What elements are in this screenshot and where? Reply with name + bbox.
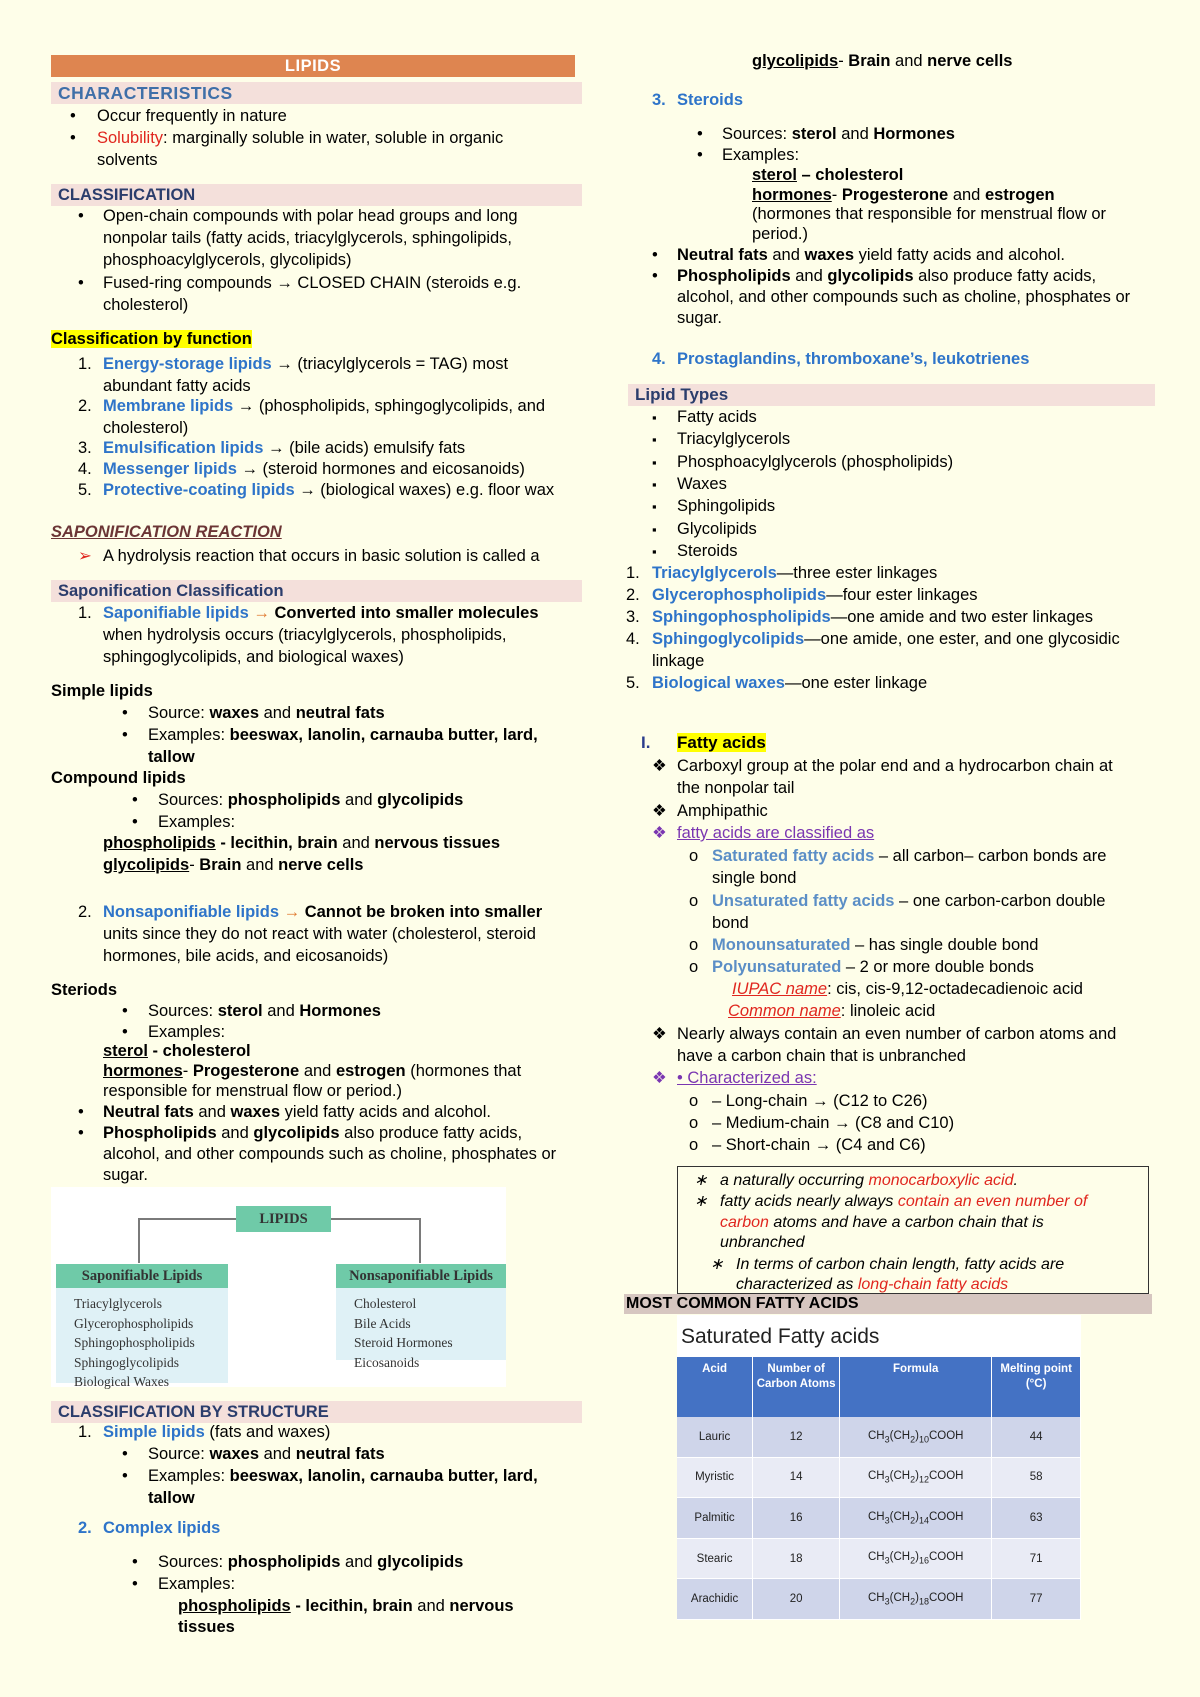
circle-bullet: o [689,847,699,865]
fatty-acids-desc: Nearly always contain an even number of carbon atoms and [677,1025,1117,1043]
list-number: 1. [78,1423,92,1441]
lipid-type-item: Phosphoacylglycerols (phospholipids) [677,452,954,471]
compound-lipids-heading: Compound lipids [51,769,186,787]
table [677,1357,1081,1620]
linkage-item: Sphingoglycolipids—one amide, one ester, and one glycosidic [652,630,1120,648]
fatty-acids-heading: Fatty acids [677,733,766,752]
saponification-item: A hydrolysis reaction that occurs in basic solution is called a [103,547,540,565]
diagram-item: Cholesterol [354,1296,417,1311]
table-header: Number of Carbon Atoms [753,1357,840,1417]
formula-cell: $CH_3(CH_2)_{12}COOH$ [840,1457,992,1498]
diagram-item: Sphingoglycolipids [74,1354,180,1370]
classification-item-cont: phosphoacylglycerols, glycolipids) [103,251,352,269]
classification-item-cont: nonpolar tails (fatty acids, triacylglycerols, sphingolipids, [103,229,513,247]
unsaturated-item: Unsaturated fatty acids – one carbon-carbon double [712,892,1106,910]
square-bullet: ▪ [652,432,657,448]
circle-bullet: o [689,892,699,910]
list-number: 2. [78,903,92,921]
melting-point-cell: 58 [992,1457,1081,1498]
arrow-bullet-icon: ➢ [78,547,92,565]
steriods-example-hormones: hormones- Progesterone and estrogen (hormones that [103,1062,522,1080]
diagram-item: Glycerophospholipids [74,1315,194,1331]
structure-complex-examples: Examples: [158,1575,236,1593]
square-bullet: ▪ [652,454,657,470]
unsaturated-item-cont: bond [712,914,749,932]
classification-item: Open-chain compounds with polar head groups and long [103,207,518,225]
phospholipids-item-cont: alcohol, and other compounds such as choline, phosphates or [103,1145,557,1163]
characteristic-item: Occur frequently in nature [97,107,287,125]
structure-complex-item: Complex lipids [103,1519,221,1537]
structure-simple-examples: Examples: beeswax, lanolin, carnauba butter, lard, [148,1467,538,1485]
list-number: 3. [626,608,640,626]
acid-cell: Stearic [677,1538,753,1579]
diagram-item: Triacylglycerols [74,1296,162,1311]
bullet-glyph: • [78,207,84,225]
list-number: 3. [78,439,92,457]
acid-cell: Myristic [677,1457,753,1498]
connector-line [419,1218,421,1263]
list-number: 4. [652,350,666,368]
function-item: Emulsification lipids → (bile acids) emulsify fats [103,439,466,457]
steriods-example-sterol: sterol - cholesterol [103,1042,251,1060]
bullet-glyph: • [122,1023,128,1041]
lipids-classification-diagram [51,1187,506,1387]
lipid-type-item: Sphingolipids [677,497,776,516]
compound-source: Sources: phospholipids and glycolipids [158,791,464,809]
classification-by-structure-heading: CLASSIFICATION BY STRUCTURE [51,1401,582,1423]
fatty-acids-desc: Amphipathic [677,802,768,820]
structure-simple-item: Simple lipids (fats and waxes) [103,1423,331,1441]
neutral-fats-item: Neutral fats and waxes yield fatty acids and alcohol. [103,1103,491,1121]
simple-source: Source: waxes and neutral fats [148,704,385,722]
diamond-bullet-icon: ❖ [652,1025,667,1043]
bullet-glyph: • [132,1575,138,1593]
compound-example-glycolipids: glycolipids- Brain and nerve cells [103,856,364,874]
bullet-glyph: • [122,704,128,722]
note-line: carbon atoms and have a carbon chain that is [720,1214,1044,1231]
saponifiable-item: Saponifiable lipids → Converted into smaller molecules [103,604,539,622]
structure-complex-example-cont: tissues [178,1618,235,1636]
steroids-heading: Steroids [677,91,744,109]
prostaglandins-heading: Prostaglandins, thromboxane’s, leukotrienes [677,350,1030,368]
saturated-item: Saturated fatty acids – all carbon– carbon bonds are [712,847,1107,865]
diamond-bullet-icon: ❖ [652,802,667,820]
melting-point-cell: 44 [992,1417,1081,1457]
function-item-cont: abundant fatty acids [103,377,251,395]
saturated-item-cont: single bond [712,869,797,887]
chain-long: – Long-chain → (C12 to C26) [712,1092,928,1110]
bullet-glyph: • [70,129,76,147]
circle-bullet: o [689,936,699,954]
fatty-acids-desc: Carboxyl group at the polar end and a hydrocarbon chain at [677,757,1113,775]
function-item: Messenger lipids → (steroid hormones and eicosanoids) [103,460,525,478]
note-line: characterized as long-chain fatty acids [736,1276,1009,1293]
table-row [677,1579,1081,1620]
star-bullet: ∗ [694,1193,708,1210]
fatty-acids-desc-cont: have a carbon chain that is unbranched [677,1047,966,1065]
bullet-glyph: • [70,107,76,125]
circle-bullet: o [689,958,699,976]
nonsaponifiable-item-cont: hormones, bile acids, and eicosanoids) [103,947,389,965]
carbon-count-cell: 16 [753,1498,840,1539]
square-bullet: ▪ [652,543,657,559]
bullet-glyph: • [132,813,138,831]
diagram-item: Bile Acids [354,1315,411,1331]
table-row [677,1417,1081,1457]
bullet-glyph: • [132,791,138,809]
table-row [677,1498,1081,1539]
fatty-acids-classified: fatty acids are classified as [677,824,875,842]
function-heading: Classification by function [51,330,252,348]
list-number: 2. [626,586,640,604]
document-title: LIPIDS [51,55,575,77]
polyunsaturated-item: Polyunsaturated – 2 or more double bonds [712,958,1034,976]
steriods-example-hormones-cont: responsible for menstrual flow or period.) [103,1082,402,1100]
function-item: Protective-coating lipids → (biological waxes) e.g. floor wax [103,481,555,499]
function-item: Energy-storage lipids → (triacylglycerols = TAG) most [103,355,509,373]
bullet-glyph: • [132,1553,138,1571]
square-bullet: ▪ [652,499,657,515]
formula-cell: $CH_3(CH_2)_{16}COOH$ [840,1538,992,1579]
list-number: I. [641,733,651,752]
bullet-glyph: • [78,1124,84,1142]
structure-complex-source: Sources: phospholipids and glycolipids [158,1553,464,1571]
steroids-source: Sources: sterol and Hormones [722,125,955,143]
formula-cell: $CH_3(CH_2)_{10}COOH$ [840,1417,992,1457]
simple-lipids-heading: Simple lipids [51,682,153,700]
bullet-glyph: • [652,246,658,264]
circle-bullet: o [689,1114,699,1132]
iupac-name: IUPAC name: cis, cis-9,12-octadecadienoic acid [732,980,1083,998]
nonsaponifiable-item-cont: units since they do not react with water (cholesterol, steroid [103,925,536,943]
function-item: Membrane lipids → (phospholipids, sphingoglycolipids, and [103,397,546,415]
phospholipids-item-cont: sugar. [103,1166,148,1184]
table-title: Saturated Fatty acids [681,1325,880,1348]
acid-cell: Arachidic [677,1579,753,1620]
characteristic-item: Solubility: marginally soluble in water, soluble in organic [97,129,504,147]
table-header: Melting point (°C) [992,1357,1081,1417]
diagram-saponifiable-list [56,1288,228,1389]
classification-item-cont: cholesterol) [103,296,189,314]
diagram-item: Eicosanoids [354,1354,420,1370]
diagram-item: Steroid Hormones [354,1335,453,1350]
melting-point-cell: 71 [992,1538,1081,1579]
formula-cell: $CH_3(CH_2)_{14}COOH$ [840,1498,992,1539]
star-bullet: ∗ [694,1172,708,1189]
steroids-examples: Examples: [722,146,800,164]
list-number: 1. [78,604,92,622]
formula-cell: $CH_3(CH_2)_{18}COOH$ [840,1579,992,1620]
diagram-item: Biological Waxes [74,1374,170,1389]
note-line: In terms of carbon chain length, fatty acids are [736,1256,1065,1273]
function-item-cont: cholesterol) [103,419,189,437]
chain-short: – Short-chain → (C4 and C6) [712,1136,926,1154]
bullet-glyph: • [122,1445,128,1463]
classification-item: Fused-ring compounds → CLOSED CHAIN (steroids e.g. [103,274,522,292]
list-number: 4. [626,630,640,648]
structure-simple-examples-cont: tallow [148,1489,195,1507]
steroids-example-hormones: hormones- Progesterone and estrogen [752,186,1055,204]
chain-medium: – Medium-chain → (C8 and C10) [712,1114,955,1132]
diamond-bullet-icon: ❖ [652,1069,667,1087]
linkage-item: Biological waxes—one ester linkage [652,674,928,692]
note-line: a naturally occurring monocarboxylic acid. [720,1172,1018,1189]
lipid-type-item: Triacylglycerols [677,430,791,449]
saponifiable-item-cont: sphingoglycolipids, and biological waxes) [103,648,404,666]
square-bullet: ▪ [652,410,657,425]
acid-cell: Lauric [677,1417,753,1457]
list-number: 2. [78,1519,92,1537]
list-number: 1. [78,355,92,373]
list-number: 3. [652,91,666,109]
square-bullet: ▪ [652,521,657,537]
note-line: unbranched [720,1234,805,1251]
neutral-fats-item: Neutral fats and waxes yield fatty acids and alcohol. [677,246,1065,264]
lipid-type-item: Steroids [677,541,738,560]
phospholipids-item: Phospholipids and glycolipids also produce fatty acids, [677,267,1097,285]
circle-bullet: o [689,1092,699,1110]
characterized-as: • Characterized as: [677,1069,817,1087]
phospholipids-item-cont: alcohol, and other compounds such as choline, phosphates or [677,288,1131,306]
simple-examples: Examples: beeswax, lanolin, carnauba butter, lard, [148,726,538,744]
star-bullet: ∗ [710,1256,724,1273]
square-bullet: ▪ [652,476,657,492]
common-name: Common name: linoleic acid [728,1002,936,1020]
saponification-heading: SAPONIFICATION REACTION [51,523,282,541]
linkage-item: Triacylglycerols—three ester linkages [652,564,938,582]
list-number: 5. [78,481,92,499]
diagram-nonsaponifiable-list [336,1288,506,1370]
bullet-glyph: • [122,1467,128,1485]
glycolipids-line: glycolipids- Brain and nerve cells [752,52,1013,70]
list-number: 5. [626,674,640,692]
nonsaponifiable-item: Nonsaponifiable lipids → Cannot be broken into smaller [103,903,543,921]
list-number: 4. [78,460,92,478]
steroids-example-sterol: sterol – cholesterol [752,166,904,184]
diagram-root-box: LIPIDS [236,1206,331,1232]
compound-examples: Examples: [158,813,236,831]
melting-point-cell: 77 [992,1579,1081,1620]
table-header: Acid [677,1357,753,1417]
saturated-fatty-acids-table [677,1315,1081,1605]
note-line: fatty acids nearly always contain an even number of [720,1193,1088,1210]
most-common-heading: MOST COMMON FATTY ACIDS [624,1294,1152,1314]
diamond-bullet-icon: ❖ [652,824,667,842]
monounsaturated-item: Monounsaturated – has single double bond [712,936,1039,954]
lipid-type-item: Glycolipids [677,519,757,538]
list-number: 1. [626,564,640,582]
characteristic-item-cont: solvents [97,151,158,169]
lipid-type-item: Fatty acids [677,408,757,426]
carbon-count-cell: 12 [753,1417,840,1457]
bullet-glyph: • [697,125,703,143]
carbon-count-cell: 18 [753,1538,840,1579]
bullet-glyph: • [652,267,658,285]
bullet-glyph: • [697,146,703,164]
diagram-item: Sphingophospholipids [74,1335,195,1350]
characteristics-heading: CHARACTERISTICS [51,82,582,104]
saponification-classification-heading: Saponification Classification [51,580,582,602]
steriods-examples: Examples: [148,1023,226,1041]
saponifiable-item-cont: when hydrolysis occurs (triacylglycerols, phospholipids, [103,626,507,644]
structure-simple-source: Source: waxes and neutral fats [148,1445,385,1463]
table-row [677,1538,1081,1579]
connector-line [138,1218,140,1263]
linkage-item: Glycerophospholipids—four ester linkages [652,586,978,604]
melting-point-cell: 63 [992,1498,1081,1539]
steroids-example-hormones-cont: (hormones that responsible for menstrual flow or [752,205,1106,223]
bullet-glyph: • [122,726,128,744]
steroids-example-hormones-cont: period.) [752,225,808,243]
diagram-nonsaponifiable-header: Nonsaponifiable Lipids [336,1264,506,1288]
fatty-acids-desc-cont: the nonpolar tail [677,779,795,797]
phospholipids-item-cont: sugar. [677,309,722,327]
lipid-type-item: Waxes [677,474,727,493]
linkage-item-cont: linkage [652,652,705,670]
bullet-glyph: • [78,1103,84,1121]
bullet-glyph: • [122,1002,128,1020]
table-row [677,1457,1081,1498]
steriods-source: Sources: sterol and Hormones [148,1002,381,1020]
carbon-count-cell: 20 [753,1579,840,1620]
circle-bullet: o [689,1136,699,1154]
simple-examples-cont: tallow [148,748,195,766]
phospholipids-item: Phospholipids and glycolipids also produce fatty acids, [103,1124,523,1142]
bullet-glyph: • [78,274,84,292]
diamond-bullet-icon: ❖ [652,757,667,775]
list-number: 2. [78,397,92,415]
structure-complex-example: phospholipids - lecithin, brain and nervous [178,1597,514,1615]
lipid-types-heading: Lipid Types [628,384,1155,406]
compound-example-phospholipids: phospholipids - lecithin, brain and nervous tissues [103,834,501,852]
diagram-saponifiable-header: Saponifiable Lipids [56,1264,228,1288]
table-header: Formula [840,1357,992,1417]
acid-cell: Palmitic [677,1498,753,1539]
classification-heading: CLASSIFICATION [51,184,582,206]
carbon-count-cell: 14 [753,1457,840,1498]
steriods-heading: Steriods [51,981,118,999]
linkage-item: Sphingophospholipids—one amide and two ester linkages [652,608,1094,626]
